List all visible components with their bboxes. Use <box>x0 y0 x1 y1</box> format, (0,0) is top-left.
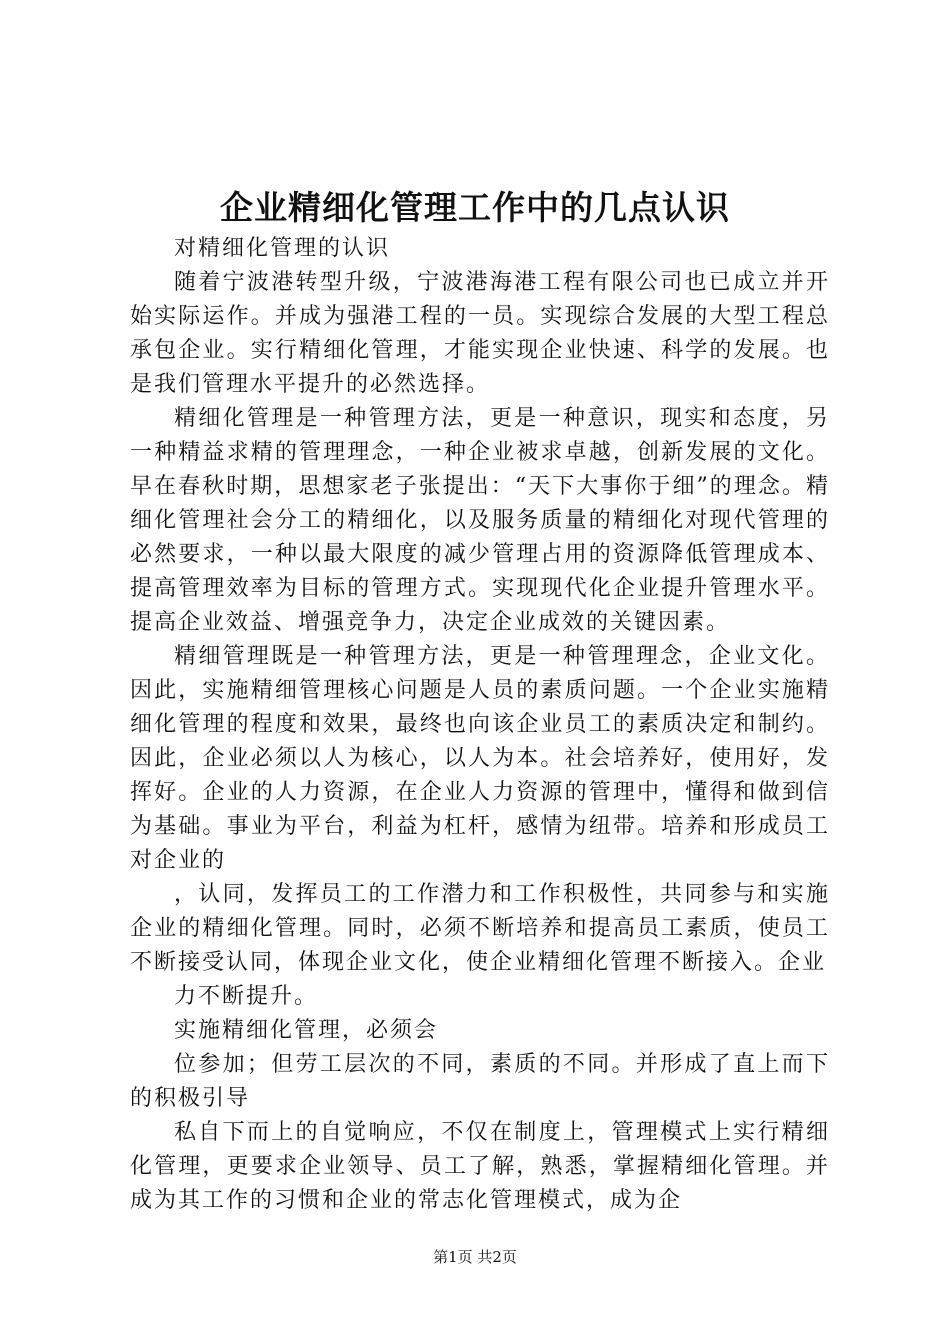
paragraph: ，认同，发挥员工的工作潜力和工作积极性，共同参与和实施企业的精细化管理。同时，必须不断培养和提高员工素质，使员工不断接受认同，体现企业文化，使企业精细化管理不断接入。企业 <box>130 882 830 975</box>
paragraph: 精细管理既是一种管理方法，更是一种管理理念，企业文化。因此，实施精细管理核心问题是人员的素质问题。一个企业实施精细化管理的程度和效果，最终也向该企业员工的素质决定和制约。因此，企业必须以人为核心，以人为本。社会培养好，使用好，发挥好。企业的人力资源，在企业人力资源的管理中，懂得和做到信为基础。事业为平台，利益为杠杆，感情为纽带。培养和形成员工对企业的 <box>130 644 830 873</box>
paragraph: 随着宁波港转型升级，宁波港海港工程有限公司也已成立并开始实际运作。并成为强港工程的一员。实现综合发展的大型工程总承包企业。实行精细化管理，才能实现企业快速、科学的发展。也是我们管理水平提升的必然选择。 <box>130 270 830 397</box>
page-footer: 第1页 共2页 <box>433 1248 517 1266</box>
document-title: 企业精细化管理工作中的几点认识 <box>220 188 730 227</box>
paragraph: 对精细化管理的认识 <box>174 236 391 261</box>
paragraph: 私自下而上的自觉响应，不仅在制度上，管理模式上实行精细化管理，更要求企业领导、员工了解，熟悉，掌握精细化管理。并成为其工作的习惯和企业的常志化管理模式，成为企 <box>130 1120 830 1213</box>
paragraph: 精细化管理是一种管理方法，更是一种意识，现实和态度，另一种精益求精的管理理念，一种企业被求卓越，创新发展的文化。早在春秋时期，思想家老子张提出：“天下大事你于细”的理念。精细化管理社会分工的精细化，以及服务质量的精细化对现代管理的必然要求，一种以最大限度的减少管理占用的资源降低管理成本、提高管理效率为目标的管理方式。实现现代化企业提升管理水平。提高企业效益、增强竞争力，决定企业成效的关键因素。 <box>130 406 830 635</box>
paragraph: 力不断提升。 <box>174 984 319 1009</box>
document-body <box>130 232 830 1218</box>
paragraph: 实施精细化管理，必须会 <box>174 1018 439 1043</box>
paragraph: 位参加；但劳工层次的不同，素质的不同。并形成了直上而下的积极引导 <box>130 1052 830 1111</box>
